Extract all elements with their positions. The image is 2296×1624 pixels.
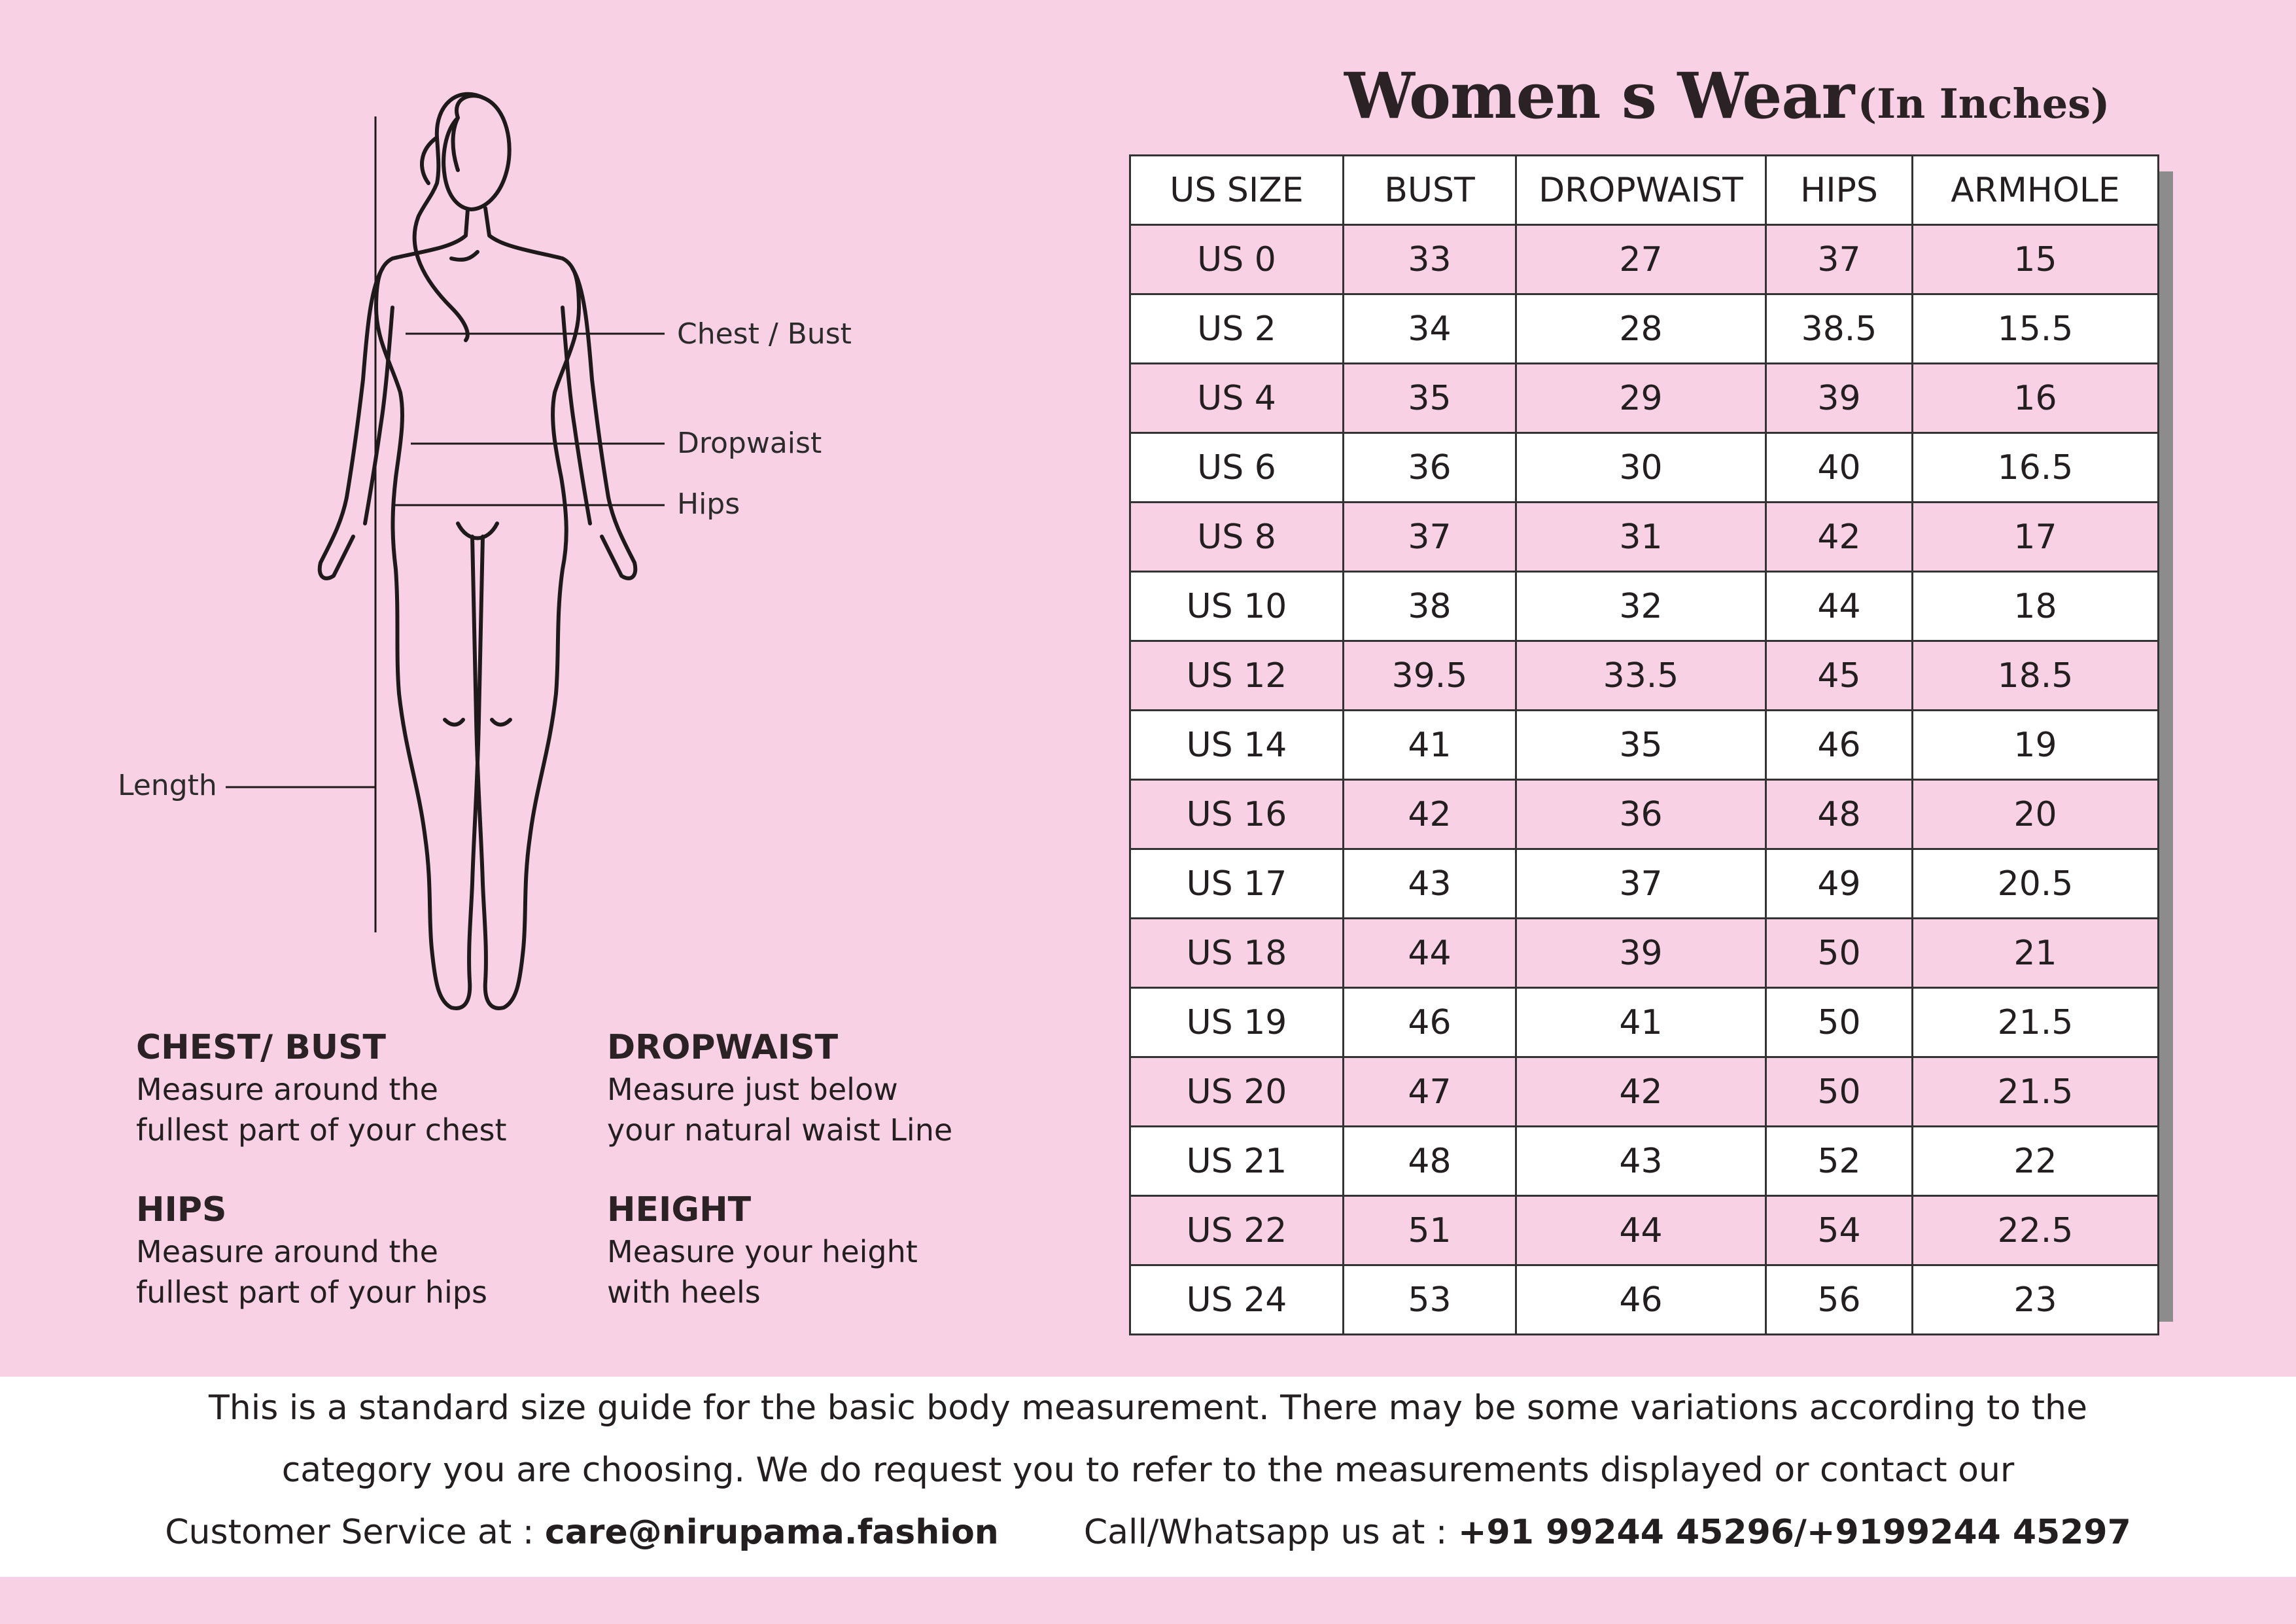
cell-armhole: 22 — [1913, 1127, 2159, 1196]
cell-hips: 45 — [1766, 641, 1913, 711]
cell-armhole: 17 — [1913, 503, 2159, 572]
cell-size: US 16 — [1130, 780, 1344, 849]
cell-armhole: 15 — [1913, 225, 2159, 294]
cell-bust: 39.5 — [1344, 641, 1516, 711]
table-row — [1130, 1265, 2159, 1335]
cell-dropwaist: 39 — [1516, 919, 1766, 988]
cell-hips: 50 — [1766, 1057, 1913, 1127]
cell-armhole: 15.5 — [1913, 294, 2159, 364]
cell-hips: 40 — [1766, 433, 1913, 503]
cell-hips: 50 — [1766, 919, 1913, 988]
cell-bust: 53 — [1344, 1265, 1516, 1335]
cell-bust: 35 — [1344, 364, 1516, 433]
figure-arm-left — [320, 268, 392, 578]
cell-size: US 0 — [1130, 225, 1344, 294]
cell-bust: 51 — [1344, 1196, 1516, 1265]
cell-dropwaist: 37 — [1516, 849, 1766, 919]
cell-armhole: 22.5 — [1913, 1196, 2159, 1265]
cell-dropwaist: 35 — [1516, 711, 1766, 780]
cell-armhole: 19 — [1913, 711, 2159, 780]
cell-hips: 49 — [1766, 849, 1913, 919]
table-row — [1130, 1196, 2159, 1265]
table-row — [1130, 225, 2159, 294]
guide-title: DROPWAIST — [607, 1028, 839, 1067]
cell-hips: 50 — [1766, 988, 1913, 1057]
length-label: Length — [118, 769, 217, 802]
cell-dropwaist: 27 — [1516, 225, 1766, 294]
cell-dropwaist: 36 — [1516, 780, 1766, 849]
header-armhole: ARMHOLE — [1913, 156, 2159, 225]
cell-dropwaist: 42 — [1516, 1057, 1766, 1127]
cell-armhole: 21.5 — [1913, 988, 2159, 1057]
cell-dropwaist: 41 — [1516, 988, 1766, 1057]
cell-size: US 4 — [1130, 364, 1344, 433]
table-row — [1130, 364, 2159, 433]
cell-dropwaist: 31 — [1516, 503, 1766, 572]
table-row — [1130, 572, 2159, 641]
call-label: Call/Whatsapp us at : — [1083, 1513, 1448, 1552]
footer-line-1: This is a standard size guide for the basic body measurement. There may be some variations according to the — [209, 1388, 2087, 1428]
cell-hips: 48 — [1766, 780, 1913, 849]
cell-size: US 6 — [1130, 433, 1344, 503]
guide-description: Measure around the fullest part of your hips — [136, 1234, 487, 1310]
header-bust: BUST — [1344, 156, 1516, 225]
header-hips: HIPS — [1766, 156, 1913, 225]
cell-hips: 38.5 — [1766, 294, 1913, 364]
guide-chest-bust — [136, 1027, 581, 1150]
cell-hips: 42 — [1766, 503, 1913, 572]
cell-hips: 46 — [1766, 711, 1913, 780]
cell-bust: 41 — [1344, 711, 1516, 780]
cell-size: US 8 — [1130, 503, 1344, 572]
cell-dropwaist: 43 — [1516, 1127, 1766, 1196]
cell-armhole: 16 — [1913, 364, 2159, 433]
figure-crotch — [458, 523, 497, 538]
figure-arm-right — [563, 268, 635, 578]
cell-dropwaist: 29 — [1516, 364, 1766, 433]
cell-bust: 46 — [1344, 988, 1516, 1057]
service-label: Customer Service at : — [165, 1513, 534, 1552]
table-row — [1130, 294, 2159, 364]
guide-description: Measure just below your natural waist Line — [607, 1072, 953, 1148]
cell-bust: 37 — [1344, 503, 1516, 572]
title-unit: (In Inches) — [1857, 80, 2110, 128]
table-row — [1130, 433, 2159, 503]
phone-numbers[interactable]: +91 99244 45296/+9199244 45297 — [1457, 1513, 2131, 1552]
cell-hips: 54 — [1766, 1196, 1913, 1265]
cell-dropwaist: 32 — [1516, 572, 1766, 641]
header-us-size: US SIZE — [1130, 156, 1344, 225]
table-row — [1130, 780, 2159, 849]
cell-bust: 36 — [1344, 433, 1516, 503]
cell-dropwaist: 44 — [1516, 1196, 1766, 1265]
cell-armhole: 20 — [1913, 780, 2159, 849]
table-row — [1130, 988, 2159, 1057]
cell-hips: 37 — [1766, 225, 1913, 294]
cell-size: US 19 — [1130, 988, 1344, 1057]
cell-size: US 22 — [1130, 1196, 1344, 1265]
cell-dropwaist: 46 — [1516, 1265, 1766, 1335]
guide-hips — [136, 1190, 581, 1313]
guide-height — [607, 1190, 1052, 1313]
table-row — [1130, 711, 2159, 780]
figure-shoulders — [376, 208, 579, 308]
table-row — [1130, 1057, 2159, 1127]
cell-bust: 43 — [1344, 849, 1516, 919]
body-figure-illustration — [0, 0, 720, 1047]
cell-bust: 44 — [1344, 919, 1516, 988]
guide-description: Measure your height with heels — [607, 1234, 918, 1310]
cell-armhole: 21 — [1913, 919, 2159, 988]
cell-dropwaist: 33.5 — [1516, 641, 1766, 711]
size-table — [1129, 154, 2159, 1335]
cell-size: US 12 — [1130, 641, 1344, 711]
guide-title: HEIGHT — [607, 1190, 752, 1229]
cell-dropwaist: 28 — [1516, 294, 1766, 364]
cell-size: US 24 — [1130, 1265, 1344, 1335]
cell-bust: 33 — [1344, 225, 1516, 294]
cell-armhole: 16.5 — [1913, 433, 2159, 503]
guide-description: Measure around the fullest part of your chest — [136, 1072, 507, 1148]
cell-size: US 18 — [1130, 919, 1344, 988]
cell-size: US 10 — [1130, 572, 1344, 641]
cell-size: US 20 — [1130, 1057, 1344, 1127]
cell-hips: 56 — [1766, 1265, 1913, 1335]
cell-hips: 44 — [1766, 572, 1913, 641]
cell-armhole: 20.5 — [1913, 849, 2159, 919]
cell-hips: 52 — [1766, 1127, 1913, 1196]
footer-line-2: category you are choosing. We do request you to refer to the measurements displayed or contact our — [281, 1451, 2015, 1490]
cell-armhole: 18 — [1913, 572, 2159, 641]
cell-bust: 34 — [1344, 294, 1516, 364]
title-main: Women s Wear — [1344, 59, 1854, 133]
cell-size: US 17 — [1130, 849, 1344, 919]
hips-label: Hips — [677, 487, 740, 521]
cell-bust: 38 — [1344, 572, 1516, 641]
email-link[interactable]: care@nirupama.fashion — [544, 1513, 999, 1552]
size-chart-title — [1344, 59, 2110, 133]
table-row — [1130, 849, 2159, 919]
cell-bust: 47 — [1344, 1057, 1516, 1127]
figure-leg-left — [399, 537, 483, 1008]
cell-armhole: 23 — [1913, 1265, 2159, 1335]
table-row — [1130, 1127, 2159, 1196]
guide-dropwaist — [607, 1027, 1052, 1150]
footer-contact-line — [0, 1513, 2296, 1552]
table-header-row — [1130, 156, 2159, 225]
cell-size: US 14 — [1130, 711, 1344, 780]
header-dropwaist: DROPWAIST — [1516, 156, 1766, 225]
table-row — [1130, 641, 2159, 711]
guide-title: HIPS — [136, 1190, 227, 1229]
cell-size: US 2 — [1130, 294, 1344, 364]
table-row — [1130, 919, 2159, 988]
guide-title: CHEST/ BUST — [136, 1028, 387, 1067]
cell-armhole: 18.5 — [1913, 641, 2159, 711]
cell-armhole: 21.5 — [1913, 1057, 2159, 1127]
cell-hips: 39 — [1766, 364, 1913, 433]
footer-notice — [0, 1377, 2296, 1577]
cell-bust: 48 — [1344, 1127, 1516, 1196]
cell-size: US 21 — [1130, 1127, 1344, 1196]
table-row — [1130, 503, 2159, 572]
chest-bust-label: Chest / Bust — [677, 317, 852, 351]
cell-bust: 42 — [1344, 780, 1516, 849]
dropwaist-label: Dropwaist — [677, 427, 822, 460]
cell-dropwaist: 30 — [1516, 433, 1766, 503]
figure-leg-right — [472, 537, 556, 1008]
